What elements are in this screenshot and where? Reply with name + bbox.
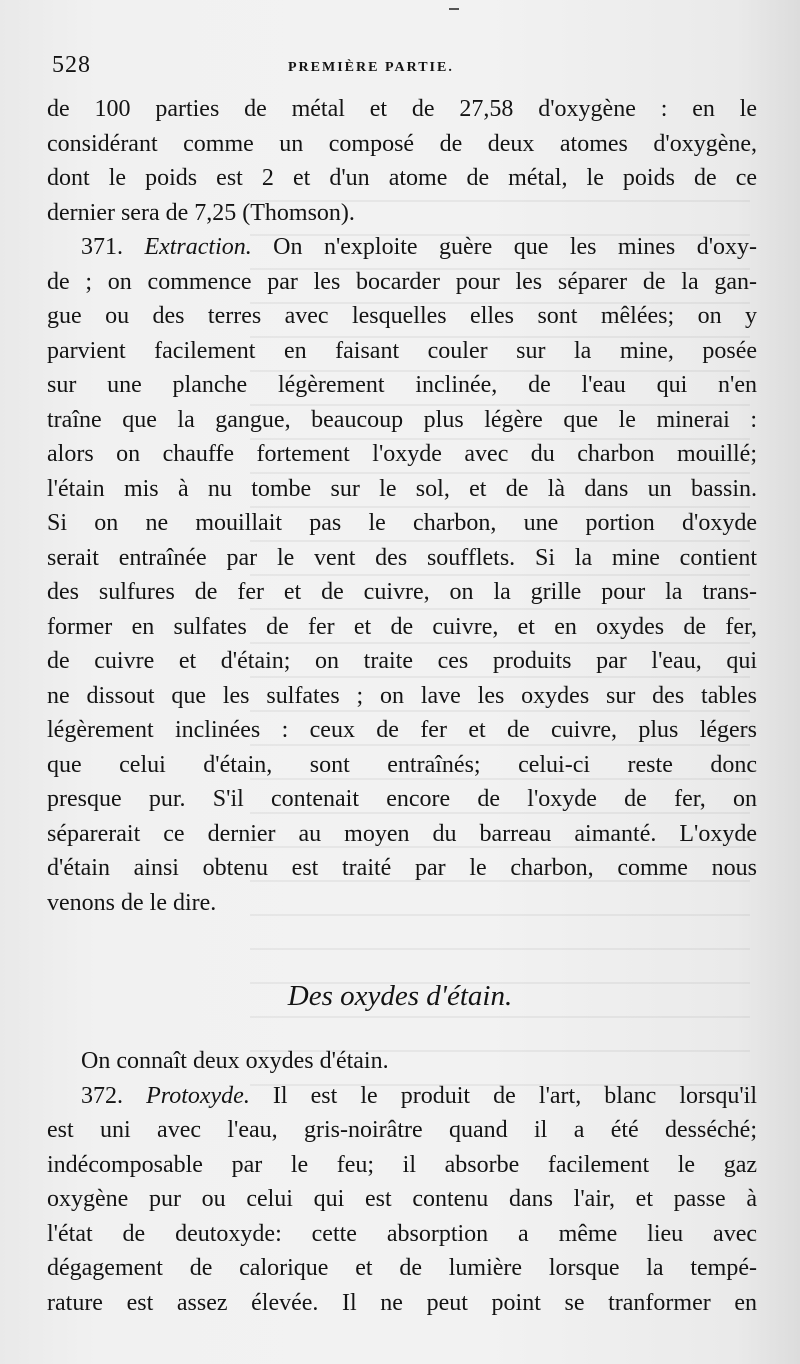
text-line: de ; on commence par les bocarder pour les séparer de la gan- [47, 268, 757, 295]
text-line: dernier sera de 7,25 (Thomson). [47, 199, 355, 226]
text-line: traîne que la gangue, beaucoup plus légère que le minerai : [47, 406, 757, 433]
paragraph-extraction [47, 230, 757, 920]
text-line: l'étain mis à nu tombe sur le sol, et de là dans un bassin. [47, 475, 757, 502]
text-line: dégagement de calorique et de lumière lorsque la tempé- [47, 1255, 757, 1281]
text-line: légèrement inclinées : ceux de fer et de cuivre, plus légers [47, 717, 757, 743]
text-line: serait entraînée par le vent des soufflets. Si la mine contient [47, 544, 757, 571]
text-line: séparerait ce dernier au moyen du barreau aimanté. L'oxyde [47, 820, 757, 847]
text-line: alors on chauffe fortement l'oxyde avec du charbon mouillé; [47, 441, 757, 467]
text-line: dont le poids est 2 et d'un atome de métal, le poids de ce [47, 165, 757, 191]
body-text [47, 92, 757, 920]
text-line: des sulfures de fer et de cuivre, on la grille pour la trans- [47, 579, 757, 605]
text-line: de cuivre et d'étain; on traite ces produits par l'eau, qui [47, 648, 757, 674]
text-line: oxygène pur ou celui qui est contenu dans l'air, et passe à [47, 1186, 757, 1212]
page-number: 528 [52, 52, 91, 78]
section-intro: On connaît deux oxydes d'étain. [81, 1048, 389, 1074]
text-line: rature est assez élevée. Il ne peut point se tranformer en [47, 1289, 757, 1316]
text-line: indécomposable par le feu; il absorbe facilement le gaz [47, 1151, 757, 1178]
text-line: presque pur. S'il contenait encore de l'oxyde de fer, on [47, 786, 757, 812]
text-line: de 100 parties de métal et de 27,58 d'oxygène : en le [47, 96, 757, 122]
running-head: PREMIÈRE PARTIE. [288, 60, 454, 75]
paragraph-measurement [47, 92, 757, 230]
text-line: que celui d'étain, sont entraînés; celui-ci reste donc [47, 751, 757, 778]
text-line: est uni avec l'eau, gris-noirâtre quand il a été desséché; [47, 1117, 757, 1143]
paragraph-number: 372. [81, 1082, 147, 1109]
text-line: Si on ne mouillait pas le charbon, une portion d'oxyde [47, 510, 757, 536]
text-span: Il est le produit de l'art, blanc lorsqu'il [249, 1082, 757, 1109]
text-line: considérant comme un composé de deux atomes d'oxygène, [47, 130, 757, 157]
text-line: venons de le dire. [47, 889, 217, 916]
paragraph-title: Extraction. [144, 234, 252, 260]
text-line: d'étain ainsi obtenu est traité par le charbon, comme nous [47, 855, 757, 881]
paragraph-title: Protoxyde. [146, 1082, 250, 1109]
text-line: former en sulfates de fer et de cuivre, et en oxydes de fer, [47, 613, 757, 640]
text-line: gue ou des terres avec lesquelles elles sont mêlées; on y [47, 303, 757, 329]
text-span: On n'exploite guère que les mines d'oxy- [251, 234, 758, 260]
page-header [48, 52, 758, 88]
text-line: sur une planche légèrement inclinée, de l'eau qui n'en [47, 372, 757, 398]
text-line: ne dissout que les sulfates ; on lave les oxydes sur des tables [47, 682, 757, 709]
text-line: l'état de deutoxyde: cette absorption a même lieu avec [47, 1220, 757, 1247]
text-line: parvient facilement en faisant couler sur la mine, posée [47, 337, 757, 364]
page-top-mark [449, 8, 459, 10]
section-body [47, 1044, 757, 1320]
section-heading: Des oxydes d'étain. [287, 980, 513, 1012]
paragraph-number: 371. [81, 234, 145, 260]
paragraph-protoxyde [47, 1079, 757, 1321]
paragraph-first-line [47, 1079, 757, 1114]
paragraph-first-line [47, 230, 757, 265]
